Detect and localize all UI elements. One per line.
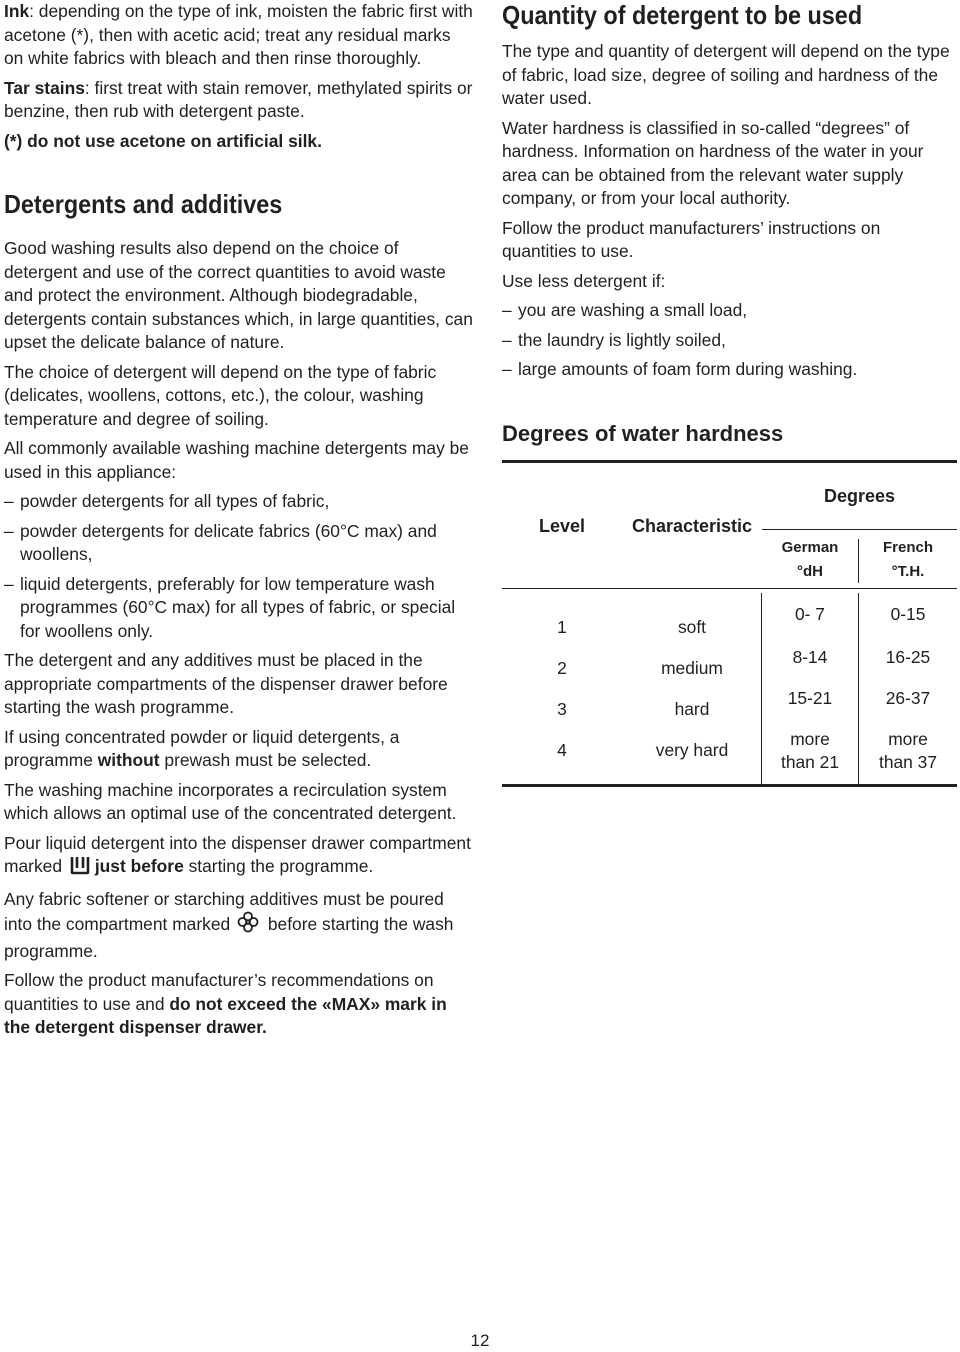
row-4-level: 4 xyxy=(557,740,567,760)
header-degrees: Degrees xyxy=(823,486,896,506)
detergent-list-item xyxy=(4,520,474,567)
p9-bold: do not exceed the «MAX» mark in the detergent dispenser drawer. xyxy=(4,993,447,1037)
header-level: Level xyxy=(538,516,586,536)
row-1-french: 0-15 xyxy=(890,604,926,624)
ink-text: : depending on the type of ink, moisten the fabric first with acetone (*), then with acetic acid; treat any residual marks on white fabrics with bleach and then rinse thoroughly. xyxy=(4,1,473,68)
row-4-characteristic: very hard xyxy=(655,740,729,760)
quantity-heading: Quantity of detergent to be used xyxy=(502,0,863,30)
water-hardness-table xyxy=(502,460,957,787)
less-detergent-list-item xyxy=(502,299,958,323)
detergents-paragraph-2: The choice of detergent will depend on the type of fabric (delicates, woollens, cottons, etc.), the colour, washing temperature and degree of soiling. xyxy=(4,361,437,429)
p5-text-after: prewash must be selected. xyxy=(159,750,372,770)
header-german-unit: °dH xyxy=(797,563,823,580)
p8-text-before: Any fabric softener or starching additives must be poured into the compartment marked xyxy=(4,888,444,934)
fabric-softener-flower-icon xyxy=(237,911,259,940)
detergents-paragraph-6: The washing machine incorporates a recirculation system which allows an optimal use of the concentrated detergent. xyxy=(4,779,457,823)
list-dash: – xyxy=(502,329,512,350)
row-2-french: 16-25 xyxy=(885,647,931,667)
list-item-text: you are washing a small load, xyxy=(518,300,748,320)
degrees-divider xyxy=(762,529,957,530)
acetone-note: (*) do not use acetone on artificial silk. xyxy=(4,130,322,151)
row-3-characteristic: hard xyxy=(674,699,710,719)
p8-text-after: before starting the wash programme. xyxy=(4,914,454,961)
row-1-characteristic: soft xyxy=(677,617,707,637)
p5-text-before: If using concentrated powder or liquid detergents, a programme xyxy=(4,726,400,770)
list-dash: – xyxy=(502,300,512,320)
list-dash: – xyxy=(4,491,14,511)
detergents-paragraph-8 xyxy=(4,888,474,964)
left-column xyxy=(4,0,474,1046)
p5-bold: without xyxy=(97,750,160,770)
row-3-french: 26-37 xyxy=(885,688,931,708)
row-1-german: 0- 7 xyxy=(795,604,825,624)
row-4-german: more than 21 xyxy=(780,729,840,772)
quantity-paragraph-3: Follow the product manufacturers’ instructions on quantities to use. xyxy=(502,217,881,261)
right-column xyxy=(502,0,958,448)
list-item-text: large amounts of foam form during washing. xyxy=(518,359,858,379)
quantity-paragraph-2: Water hardness is classified in so-called “degrees” of hardness. Information on hardness of the water in your area can be obtained from the relevant water supply company, or from your local authority. xyxy=(502,117,924,208)
tar-label: Tar stains xyxy=(4,77,85,98)
detergents-paragraph-7 xyxy=(4,832,474,882)
detergents-paragraph-3: All commonly available washing machine detergents may be used in this appliance: xyxy=(4,438,469,482)
p9-text-before: Follow the product manufacturer’s recommendations on quantities to use and xyxy=(4,970,434,1014)
header-characteristic: Characteristic xyxy=(631,516,753,536)
ink-paragraph xyxy=(4,0,474,71)
row-2-level: 2 xyxy=(557,658,567,678)
detergents-paragraph-5 xyxy=(4,726,474,773)
liquid-detergent-compartment-icon xyxy=(69,855,91,882)
detergents-paragraph-9 xyxy=(4,969,474,1040)
ink-label: Ink xyxy=(4,1,30,21)
page-number: 12 xyxy=(470,1331,490,1350)
row-2-german: 8-14 xyxy=(792,647,828,667)
list-dash: – xyxy=(4,573,14,594)
list-dash: – xyxy=(502,359,512,379)
row-4-french: more than 37 xyxy=(878,729,938,772)
header-divider xyxy=(502,588,957,589)
p7-text-after: starting the programme. xyxy=(183,856,374,876)
detergents-paragraph-4: The detergent and any additives must be placed in the appropriate compartments of the dispenser drawer before starting the wash programme. xyxy=(4,650,448,717)
header-french: French xyxy=(882,539,933,556)
list-dash: – xyxy=(4,520,14,541)
list-item-text: liquid detergents, preferably for low temperature wash programmes (60°C max) for all types of fabric, or special for woollens only. xyxy=(20,573,456,641)
row-2-characteristic: medium xyxy=(661,658,723,678)
list-item-text: powder detergents for delicate fabrics (60°C max) and woollens, xyxy=(20,520,437,564)
row-3-level: 3 xyxy=(557,699,567,719)
quantity-paragraph-1: The type and quantity of detergent will depend on the type of fabric, load size, degree of soiling and hardness of the water used. xyxy=(502,41,950,108)
detergent-list-item xyxy=(4,490,474,514)
row-1-level: 1 xyxy=(557,617,567,637)
row-3-german: 15-21 xyxy=(787,688,833,708)
header-german: German xyxy=(781,539,839,556)
less-detergent-list-item xyxy=(502,329,958,353)
quantity-paragraph-4: Use less detergent if: xyxy=(502,270,666,291)
p7-text-before: Pour liquid detergent into the dispenser drawer compartment marked xyxy=(4,832,471,876)
p7-bold: just before xyxy=(94,856,184,876)
list-item-text: the laundry is lightly soiled, xyxy=(518,329,726,350)
tar-paragraph xyxy=(4,77,474,124)
tar-text: : first treat with stain remover, methylated spirits or benzine, then rub with detergent paste. xyxy=(4,77,473,121)
less-detergent-list-item xyxy=(502,358,958,382)
header-french-unit: °T.H. xyxy=(891,563,925,580)
detergents-heading: Detergents and additives xyxy=(4,189,283,219)
hardness-table-heading: Degrees of water hardness xyxy=(502,420,784,446)
list-item-text: powder detergents for all types of fabric, xyxy=(20,491,330,511)
detergents-paragraph-1: Good washing results also depend on the choice of detergent and use of the correct quantities to avoid waste and protect the environment. Although biodegradable, detergents contain substances which, in large quantities, can upset the delicate balance of nature. xyxy=(4,238,473,352)
detergent-list-item xyxy=(4,573,474,644)
